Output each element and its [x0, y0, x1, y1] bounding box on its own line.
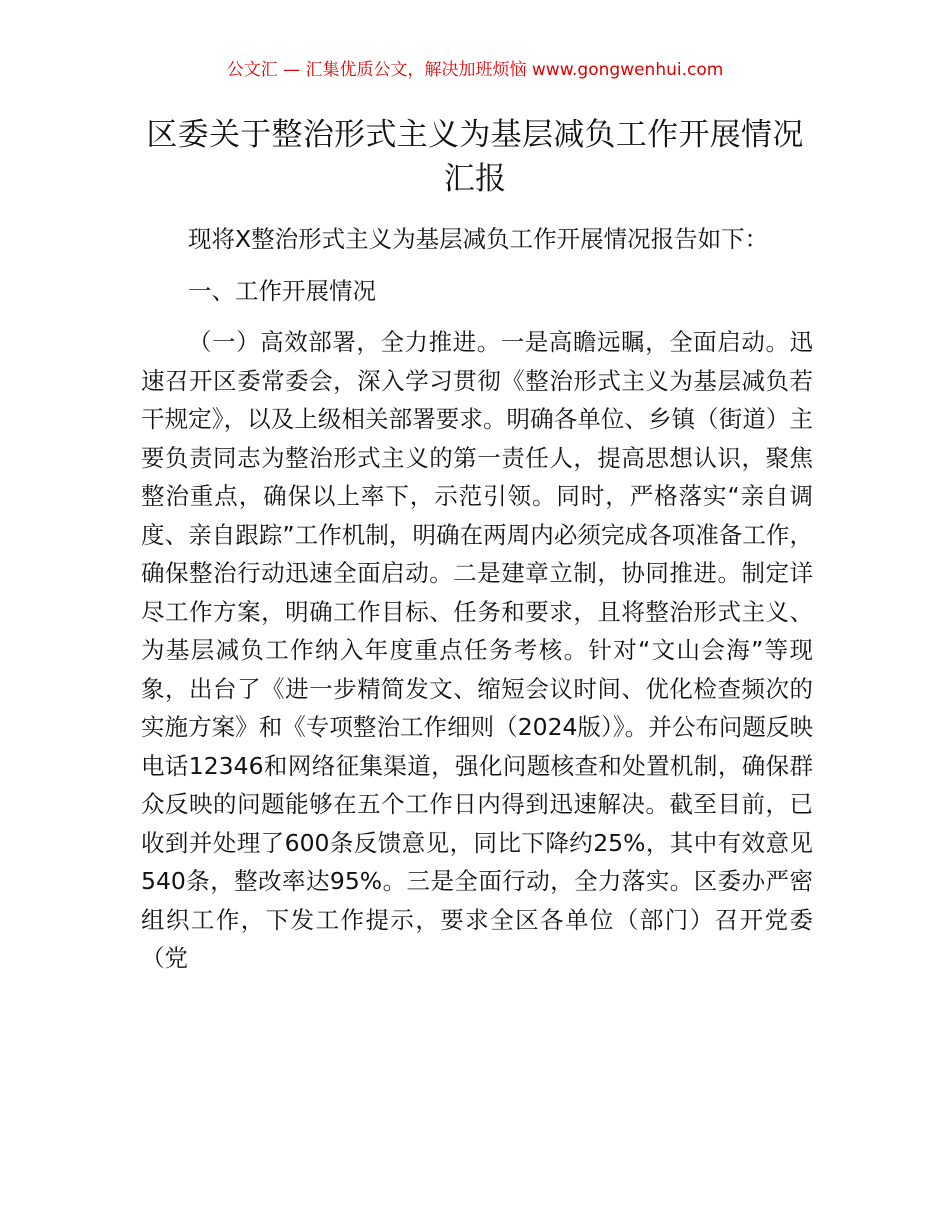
document-title: 区委关于整治形式主义为基层减负工作开展情况汇报	[146, 117, 804, 197]
header-banner[interactable]: 公文汇 — 汇集优质公文，解决加班烦恼 www.gongwenhui.com	[226, 60, 724, 80]
body-paragraph: （一）高效部署，全力推进。一是高瞻远瞩，全面启动。迅速召开区委常委会，深入学习贯彻《整治形式主义为基层减负若干规定》，以及上级相关部署要求。明确各单位、乡镇（街道）主要负责同志为整治形式主义的第一责任人，提高思想认识，聚焦整治重点，确保以上率下，示范引领。同时，严格落实“亲自调度、亲自跟踪”工作机制，明确在两周内必须完成各项准备工作，确保整治行动迅速全面启动。二是建章立制，协同推进。制定详尽工作方案，明确工作目标、任务和要求，且将整治形式主义、为基层减负工作纳入年度重点任务考核。针对“文山会海”等现象，出台了《进一步精简发文、缩短会议时间、优化检查频次的实施方案》和《专项整治工作细则（2024版）》。并公布问题反映电话12346和网络征集渠道，强化问题核查和处置机制，确保群众反映的问题能够在五个工作日内得到迅速解决。截至目前，已收到并处理了600条反馈意见，同比下降约25%，其中有效意见540条，整改率达95%。三是全面行动，全力落实。区委办严密组织工作，下发工作提示，要求全区各单位（部门）召开党委（党	[141, 328, 813, 972]
intro-paragraph: 现将X整治形式主义为基层减负工作开展情况报告如下：	[188, 225, 769, 253]
section-heading: 一、工作开展情况	[188, 276, 376, 305]
document-body	[141, 220, 813, 978]
